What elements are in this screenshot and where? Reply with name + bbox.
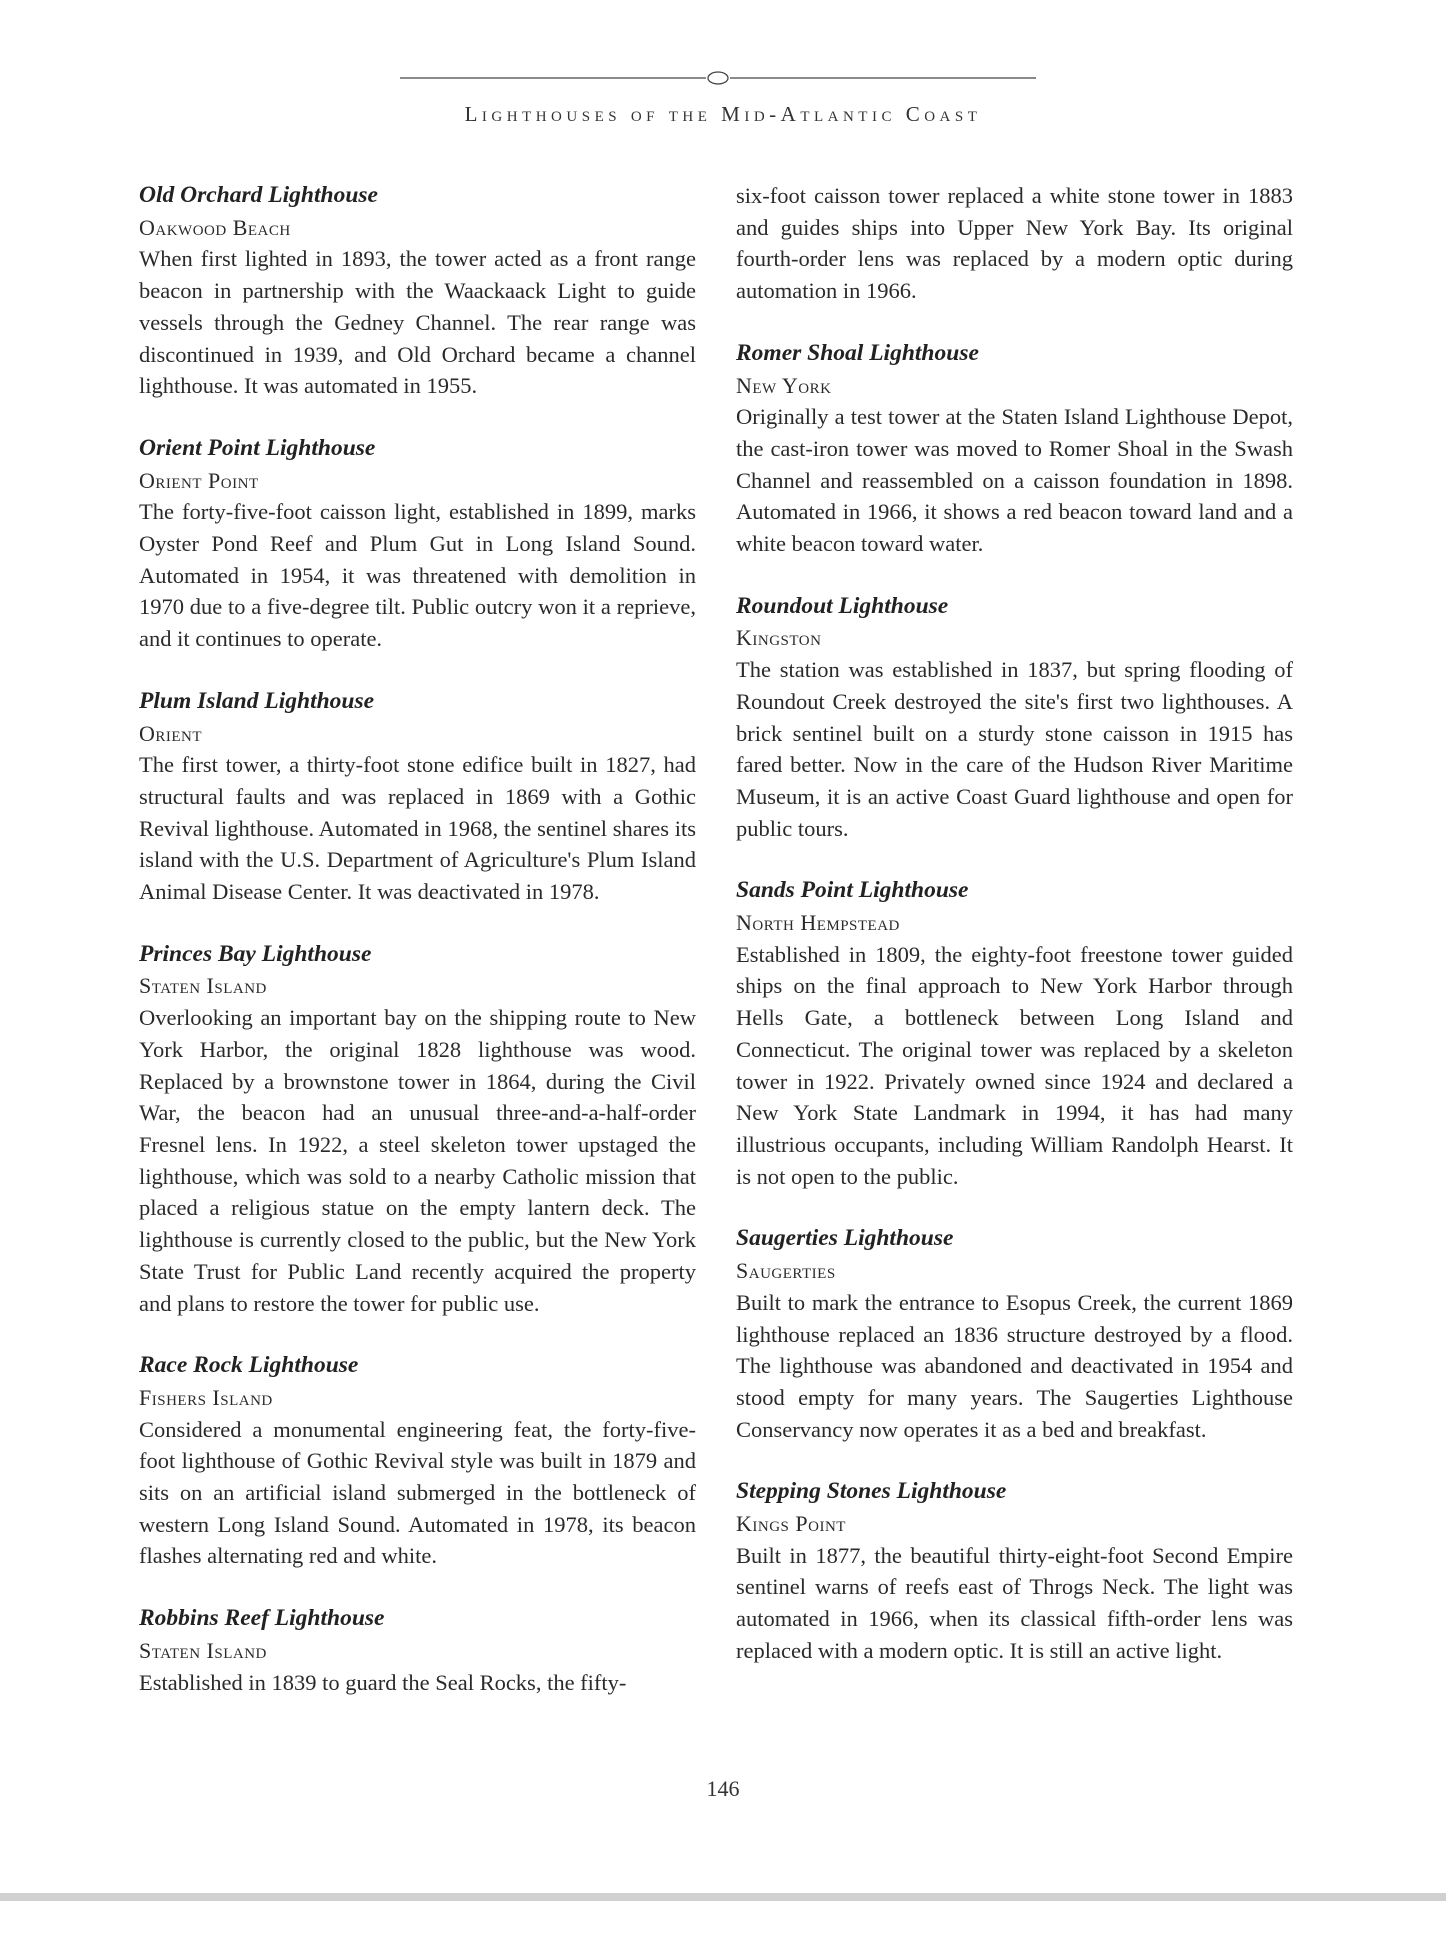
entry-location: Oakwood Beach: [139, 214, 291, 240]
entry-body: When first lighted in 1893, the tower acted as a front range beacon in partnership with the Waackaack Light to guide vessels through the Gedney Channel. The rear range was discontinued in 1939, and Old Orchard became a channel lighthouse. It was automated in 1955.: [139, 246, 696, 399]
continued-text: six-foot caisson tower replaced a white stone tower in 1883 and guides ships into Upper New York Bay. Its original fourth-order lens was replaced by a modern optic during automation in 1966.: [736, 183, 1293, 304]
entry-title: Orient Point Lighthouse: [139, 434, 376, 461]
entry-location: Staten Island: [139, 1637, 267, 1663]
entry-location: Staten Island: [139, 973, 267, 999]
entry-sands-point: [736, 875, 1293, 1192]
entry-roundout: [736, 591, 1293, 845]
page-number: 146: [706, 1776, 740, 1801]
entry-body: Originally a test tower at the Staten Island Lighthouse Depot, the cast-iron tower was moved to Romer Shoal in the Swash Channel and reassembled on a caisson foundation in 1898. Automated in 1966, it shows a red beacon toward land and a white beacon toward water.: [736, 404, 1293, 557]
entry-location: Orient: [139, 720, 203, 746]
entry-race-rock: [139, 1350, 696, 1572]
entry-title: Stepping Stones Lighthouse: [736, 1478, 1007, 1505]
entry-body: Overlooking an important bay on the shipping route to New York Harbor, the original 1828 lighthouse was wood. Replaced by a brownstone tower in 1864, during the Civil War, the beacon had an unusual three-and-a-half-order Fresnel lens. In 1922, a steel skeleton tower upstaged the lighthouse, which was sold to a nearby Catholic mission that placed a religious statue on the empty lantern deck. The lighthouse is currently closed to the public, but the New York State Trust for Public Land recently acquired the property and plans to restore the tower for public use.: [139, 1005, 696, 1316]
entry-location: Saugerties: [736, 1258, 836, 1284]
entry-body: Built in 1877, the beautiful thirty-eight-foot Second Empire sentinel warns of reefs east of Throgs Neck. The light was automated in 1966, when its classical fifth-order lens was replaced with a modern optic. It is still an active light.: [736, 1542, 1293, 1663]
entry-body: Considered a monumental engineering feat, the forty-five-foot lighthouse of Gothic Revival style was built in 1879 and sits on an artificial island submerged in the bottleneck of western Long Island Sound. Automated in 1978, its beacon flashes alternating red and white.: [139, 1416, 696, 1569]
entry-title: Roundout Lighthouse: [736, 592, 949, 619]
entry-location: Kings Point: [736, 1511, 846, 1537]
entry-title: Saugerties Lighthouse: [736, 1225, 954, 1252]
entry-title: Princes Bay Lighthouse: [139, 940, 372, 967]
entry-body: The first tower, a thirty-foot stone edifice built in 1827, had structural faults and was replaced in 1869 with a Gothic Revival lighthouse. Automated in 1968, the sentinel shares its island with the U.S. Department of Agriculture's Plum Island Animal Disease Center. It was deactivated in 1978.: [139, 752, 696, 905]
entry-romer-shoal: [736, 338, 1293, 560]
entry-body: The forty-five-foot caisson light, established in 1899, marks Oyster Pond Reef and Plum Gut in Long Island Sound. Automated in 1954, it was threatened with demolition in 1970 due to a five-degree tilt. Public outcry won it a reprieve, and it continues to operate.: [139, 499, 696, 652]
entry-location: New York: [736, 372, 832, 398]
entry-title: Plum Island Lighthouse: [139, 687, 375, 714]
entry-robbins-reef-continued: [736, 180, 1293, 307]
entry-title: Sands Point Lighthouse: [736, 877, 969, 904]
entry-location: Orient Point: [139, 467, 259, 493]
entry-robbins-reef: [139, 1603, 696, 1698]
entry-old-orchard: [139, 180, 696, 402]
entry-plum-island: [139, 686, 696, 908]
entry-title: Romer Shoal Lighthouse: [736, 339, 979, 366]
entry-location: North Hempstead: [736, 910, 900, 936]
entry-title: Race Rock Lighthouse: [139, 1352, 359, 1379]
entry-location: Kingston: [736, 625, 822, 651]
right-column: [736, 180, 1293, 1698]
header-ornament: [400, 68, 1036, 88]
entry-title: Robbins Reef Lighthouse: [139, 1605, 385, 1632]
entry-orient-point: [139, 433, 696, 655]
left-column: [139, 180, 696, 1729]
entry-body: Established in 1809, the eighty-foot freestone tower guided ships on the final approach to New York Harbor through Hells Gate, a bottleneck between Long Island and Connecticut. The original tower was replaced by a skeleton tower in 1922. Privately owned since 1924 and declared a New York State Landmark in 1994, it has had many illustrious occupants, including William Randolph Hearst. It is not open to the public.: [736, 941, 1293, 1189]
viewer-bottom-bar: [0, 1893, 1446, 1901]
entry-body: The station was established in 1837, but spring flooding of Roundout Creek destroyed the site's first two lighthouses. A brick sentinel built on a sturdy stone caisson in 1915 has fared better. Now in the care of the Hudson River Maritime Museum, it is an active Coast Guard lighthouse and open for public tours.: [736, 657, 1293, 841]
entry-title: Old Orchard Lighthouse: [139, 182, 378, 208]
entry-body: Built to mark the entrance to Esopus Creek, the current 1869 lighthouse replaced an 1836 structure destroyed by a flood. The lighthouse was abandoned and deactivated in 1954 and stood empty for many years. The Saugerties Lighthouse Conservancy now operates it as a bed and breakfast.: [736, 1289, 1293, 1442]
entry-saugerties: [736, 1223, 1293, 1445]
entry-princes-bay: [139, 939, 696, 1319]
entry-location: Fishers Island: [139, 1384, 273, 1410]
entry-stepping-stones: [736, 1476, 1293, 1666]
entry-body: Established in 1839 to guard the Seal Rocks, the fifty-: [139, 1669, 627, 1695]
running-header: Lighthouses of the Mid-Atlantic Coast: [464, 102, 982, 126]
